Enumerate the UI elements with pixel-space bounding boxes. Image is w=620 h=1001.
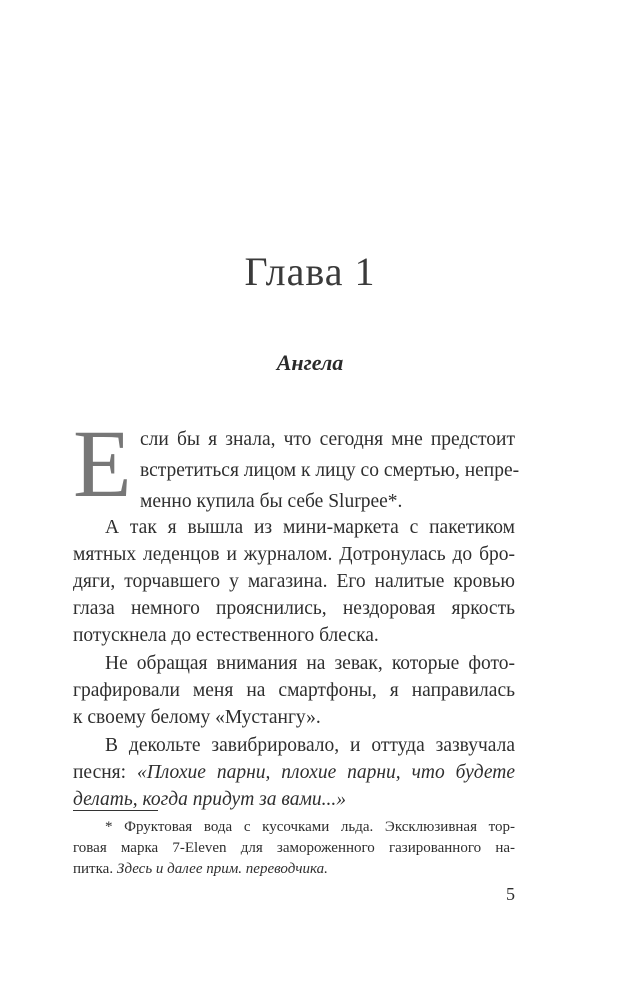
text-line: глаза немного прояснились, нездоровая яркость (73, 598, 515, 619)
song-lyric: «Плохие парни, плохие парни, что будете (136, 762, 515, 783)
text-span: питка. (73, 861, 117, 877)
section-title: Ангела (276, 350, 344, 375)
text-line (73, 759, 515, 786)
text-line: менно купила бы себе Slurpee*. (140, 491, 403, 512)
footnote-line (73, 859, 515, 880)
paragraph-2 (73, 514, 515, 649)
text-line: А так я вышла из мини-маркета с пакетиком (105, 517, 515, 538)
text-line: В декольте завибрировало, и оттуда зазвучала (105, 735, 515, 756)
text-line: мятных леденцов и журналом. Дотронулась до бро- (73, 544, 515, 565)
chapter-title: Глава 1 (244, 249, 376, 294)
text-line: потускнела до естественного блеска. (73, 625, 379, 646)
paragraph-3 (73, 650, 515, 731)
text-line: графировали меня на смартфоны, я направилась (73, 680, 515, 701)
paragraph-4 (73, 732, 515, 813)
footnote-divider (73, 810, 158, 811)
footnote-line: говая марка 7-Eleven для замороженного газированного на- (73, 840, 515, 856)
page-number: 5 (506, 884, 515, 904)
text-line: Не обращая внимания на зевак, которые фото- (105, 653, 515, 674)
text-line: дяги, торчавшего у магазина. Его налитые кровью (73, 571, 515, 592)
text-line: к своему белому «Мустангу». (73, 707, 321, 728)
song-lyric: делать, когда придут за вами...» (73, 789, 347, 810)
footnote-line: * Фруктовая вода с кусочками льда. Эксклюзивная тор- (105, 819, 515, 835)
translator-note: Здесь и далее прим. переводчика. (116, 861, 328, 877)
text-line: встретиться лицом к лицу со смертью, непре- (140, 460, 520, 481)
text-line: сли бы я знала, что сегодня мне предстоит (140, 429, 515, 450)
paragraph-1 (140, 424, 520, 517)
footnote (73, 817, 515, 880)
drop-cap: Е (73, 410, 132, 517)
text-span: песня: (73, 762, 137, 783)
